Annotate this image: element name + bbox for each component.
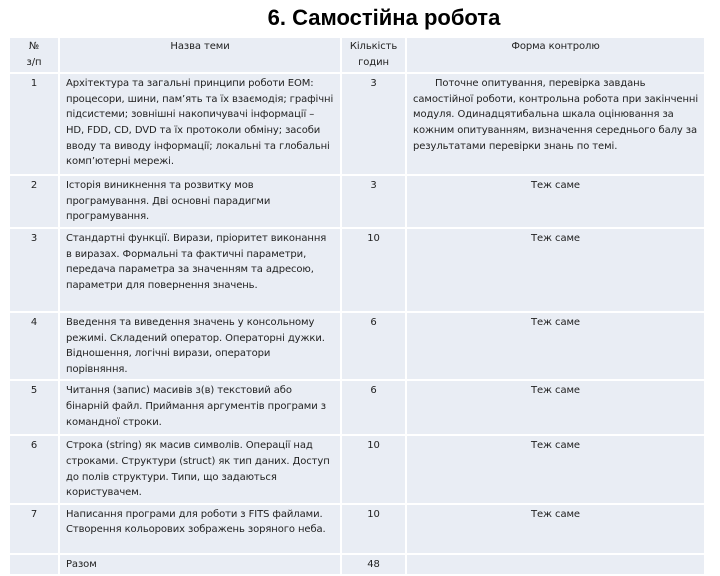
row-form: Теж саме xyxy=(406,175,705,228)
row-form: Теж саме xyxy=(406,380,705,435)
independent-work-table xyxy=(8,36,706,576)
row-num: 5 xyxy=(9,380,59,435)
row-hours: 6 xyxy=(341,312,406,380)
table-row xyxy=(9,312,705,380)
row-num: 7 xyxy=(9,504,59,554)
total-row xyxy=(9,554,705,576)
table-row xyxy=(9,504,705,554)
row-hours: 10 xyxy=(341,435,406,503)
row-num: 3 xyxy=(9,228,59,312)
row-form: Теж саме xyxy=(406,228,705,312)
row-hours: 10 xyxy=(341,504,406,554)
row-hours: 6 xyxy=(341,380,406,435)
total-form xyxy=(406,554,705,576)
total-label: Разом xyxy=(59,554,341,576)
row-form: Поточне опитування, перевірка завдань самостійної роботи, контрольна робота при закінченні модуля. Одинадцятибальна шкала оцінювання за кожним опитуванням, визначення середнього балу за результатами перевірки знань по темі. xyxy=(406,73,705,175)
table-row xyxy=(9,73,705,175)
table-row xyxy=(9,380,705,435)
table-row xyxy=(9,175,705,228)
row-topic: Архітектура та загальні принципи роботи ЕОМ: процесори, шини, пам’ять та їх взаємодія; графічні підсистеми; зовнішні накопичувачі інформації – HD, FDD, CD, DVD та їх протоколи обміну; засоби вводу та виводу інформації; локальні та глобальні комп’ютерні мережі. xyxy=(59,73,341,175)
table-row xyxy=(9,435,705,503)
header-form: Форма контролю xyxy=(406,37,705,73)
row-topic: Строка (string) як масив символів. Операції над строками. Структури (struct) як тип даних. Доступ до полів структури. Типи, що задаються користувачем. xyxy=(59,435,341,503)
total-num xyxy=(9,554,59,576)
row-hours: 3 xyxy=(341,73,406,175)
row-form: Теж саме xyxy=(406,504,705,554)
row-num: 1 xyxy=(9,73,59,175)
row-num: 6 xyxy=(9,435,59,503)
header-hours: Кількість годин xyxy=(341,37,406,73)
page-title: 6. Самостійна робота xyxy=(267,5,501,30)
header-num: № з/п xyxy=(9,37,59,73)
row-topic: Написання програми для роботи з FITS файлами. Створення кольорових зображень зоряного неба. xyxy=(59,504,341,554)
row-topic: Введення та виведення значень у консольному режимі. Складений оператор. Операторні дужки. Відношення, логічні вирази, оператори порівняння. xyxy=(59,312,341,380)
row-topic: Читання (запис) масивів з(в) текстовий або бінарній файл. Приймання аргументів програми з командної строки. xyxy=(59,380,341,435)
row-form: Теж саме xyxy=(406,312,705,380)
row-num: 2 xyxy=(9,175,59,228)
row-num: 4 xyxy=(9,312,59,380)
row-topic: Історія виникнення та розвитку мов програмування. Дві основні парадигми програмування. xyxy=(59,175,341,228)
total-hours: 48 xyxy=(341,554,406,576)
header-topic: Назва теми xyxy=(59,37,341,73)
table-row xyxy=(9,228,705,312)
row-form: Теж саме xyxy=(406,435,705,503)
row-hours: 3 xyxy=(341,175,406,228)
row-hours: 10 xyxy=(341,228,406,312)
row-topic: Стандартні функції. Вирази, пріоритет виконання в виразах. Формальні та фактичні параметри, передача параметра за значенням та адресою, параметри для повернення значень. xyxy=(59,228,341,312)
table-header-row xyxy=(9,37,705,73)
